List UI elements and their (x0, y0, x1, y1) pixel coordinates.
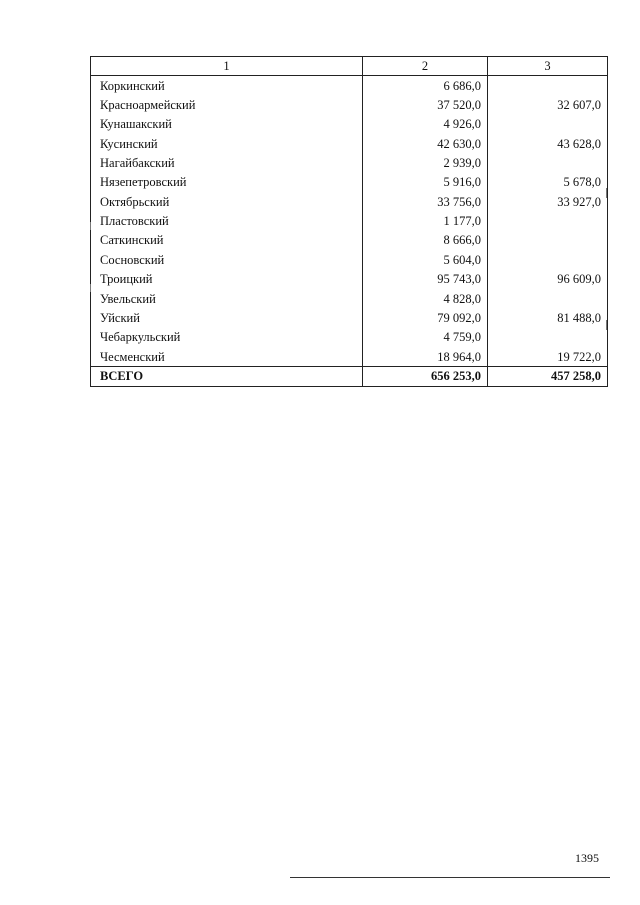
table-body (91, 76, 608, 386)
table-row (91, 270, 608, 289)
column-header-1: 1 (91, 57, 363, 76)
scan-mark (606, 320, 607, 330)
table-row (91, 347, 608, 366)
table-row (91, 250, 608, 269)
district-name-cell: Кунашакский (91, 115, 363, 134)
column-3-value-cell: 19 722,0 (488, 347, 608, 366)
table-row (91, 76, 608, 95)
table-row (91, 173, 608, 192)
column-3-value-cell: 81 488,0 (488, 309, 608, 328)
column-header-2: 2 (363, 57, 488, 76)
column-3-value-cell: 5 678,0 (488, 173, 608, 192)
column-3-value-cell (488, 76, 608, 95)
column-3-value-cell (488, 231, 608, 250)
district-name-cell: Пластовский (91, 212, 363, 231)
scan-mark (90, 222, 91, 230)
column-2-value-cell: 18 964,0 (363, 347, 488, 366)
table-row (91, 328, 608, 347)
column-2-value-cell: 33 756,0 (363, 192, 488, 211)
column-2-value-cell: 5 916,0 (363, 173, 488, 192)
column-2-value-cell: 5 604,0 (363, 250, 488, 269)
column-3-value-cell (488, 328, 608, 347)
district-name-cell: Увельский (91, 289, 363, 308)
district-name-cell: Троицкий (91, 270, 363, 289)
district-name-cell: Сосновский (91, 250, 363, 269)
column-3-value-cell: 43 628,0 (488, 134, 608, 153)
column-2-value-cell: 4 759,0 (363, 328, 488, 347)
scan-mark (90, 284, 91, 292)
table-row (91, 134, 608, 153)
table-row (91, 153, 608, 172)
table-row (91, 192, 608, 211)
district-name-cell: Чебаркульский (91, 328, 363, 347)
district-name-cell: Саткинский (91, 231, 363, 250)
table-header-row (91, 57, 608, 76)
column-3-value-cell (488, 153, 608, 172)
column-header-3: 3 (488, 57, 608, 76)
table-row (91, 289, 608, 308)
column-2-value-cell: 42 630,0 (363, 134, 488, 153)
footer-divider (290, 877, 610, 878)
district-name-cell: Уйский (91, 309, 363, 328)
column-2-value-cell: 6 686,0 (363, 76, 488, 95)
total-row (91, 367, 608, 386)
column-3-value-cell: 33 927,0 (488, 192, 608, 211)
column-2-value-cell: 1 177,0 (363, 212, 488, 231)
column-2-value-cell: 8 666,0 (363, 231, 488, 250)
table-row (91, 95, 608, 114)
table-row (91, 309, 608, 328)
column-2-value-cell: 37 520,0 (363, 95, 488, 114)
column-2-value-cell: 2 939,0 (363, 153, 488, 172)
column-3-value-cell (488, 289, 608, 308)
district-name-cell: Коркинский (91, 76, 363, 95)
column-3-value-cell (488, 212, 608, 231)
total-column-2-cell: 656 253,0 (363, 367, 488, 386)
column-2-value-cell: 4 926,0 (363, 115, 488, 134)
total-column-3-cell: 457 258,0 (488, 367, 608, 386)
district-name-cell: Кусинский (91, 134, 363, 153)
column-2-value-cell: 79 092,0 (363, 309, 488, 328)
district-name-cell: Красноармейский (91, 95, 363, 114)
district-name-cell: Чесменский (91, 347, 363, 366)
column-2-value-cell: 4 828,0 (363, 289, 488, 308)
column-3-value-cell: 96 609,0 (488, 270, 608, 289)
column-2-value-cell: 95 743,0 (363, 270, 488, 289)
scan-mark (606, 188, 607, 198)
table-row (91, 231, 608, 250)
table-row (91, 115, 608, 134)
column-3-value-cell (488, 250, 608, 269)
district-name-cell: Нязепетровский (91, 173, 363, 192)
column-3-value-cell: 32 607,0 (488, 95, 608, 114)
column-3-value-cell (488, 115, 608, 134)
data-table (90, 56, 608, 387)
district-name-cell: Октябрьский (91, 192, 363, 211)
district-name-cell: Нагайбакский (91, 153, 363, 172)
table-row (91, 212, 608, 231)
page-number: 1395 (575, 851, 599, 865)
total-label-cell: ВСЕГО (91, 367, 363, 386)
